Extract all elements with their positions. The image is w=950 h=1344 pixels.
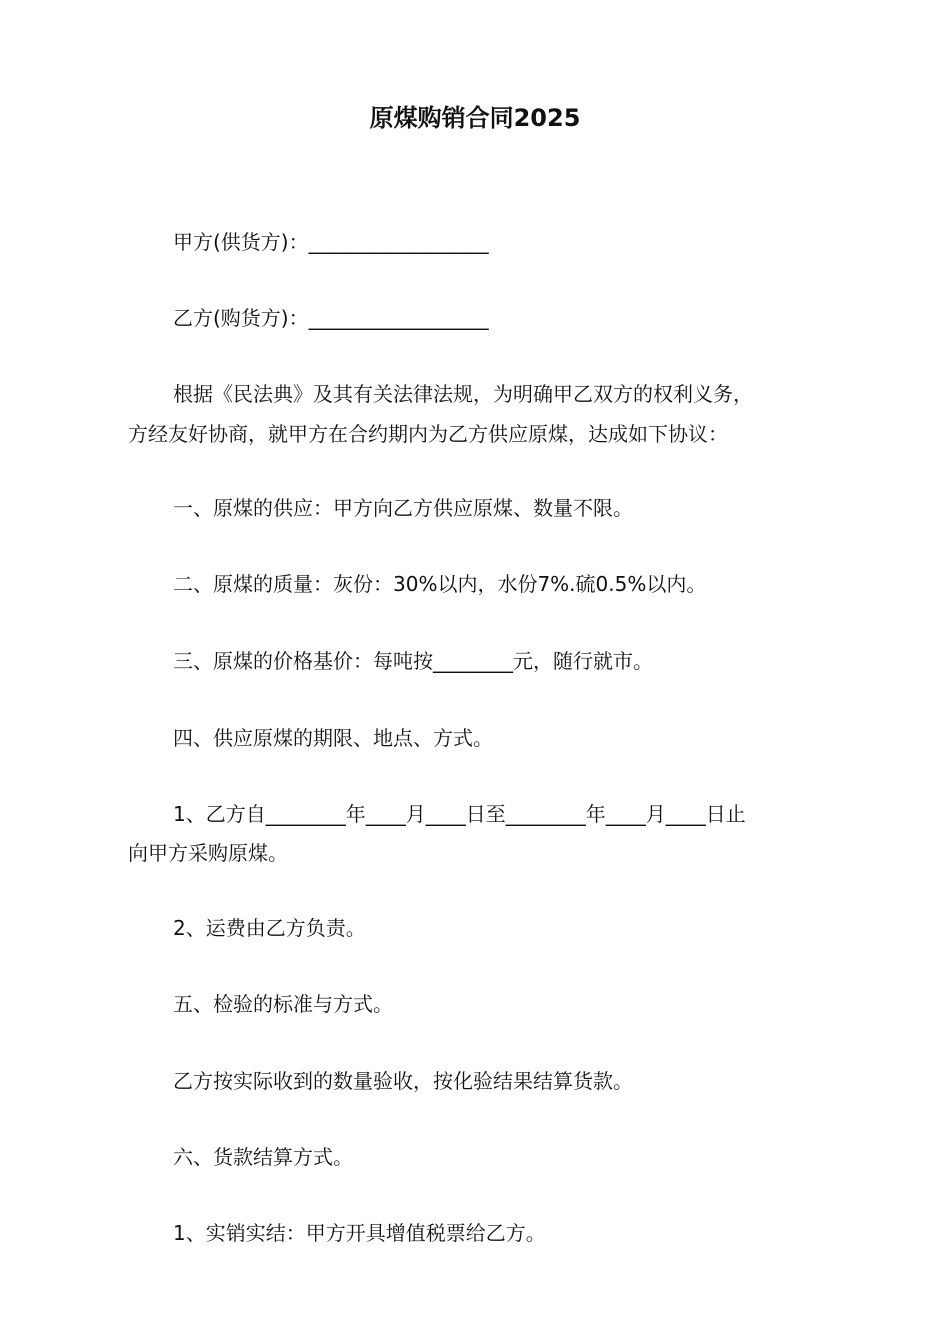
document-title: 原煤购销合同2025 (369, 104, 581, 132)
clause-4-item-1-line1: 1、乙方自________年____月____日至________年____月____日止 (173, 802, 746, 826)
clause-6-item-1: 1、实销实结：甲方开具增值税票给乙方。 (173, 1221, 546, 1245)
clause-6: 六、货款结算方式。 (173, 1145, 353, 1169)
intro-paragraph-line1: 根据《民法典》及其有关法律法规，为明确甲乙双方的权利义务， (173, 382, 753, 406)
intro-paragraph-line2: 方经友好协商，就甲方在合约期内为乙方供应原煤，达成如下协议： (128, 422, 728, 446)
clause-5-text: 乙方按实际收到的数量验收，按化验结果结算货款。 (173, 1069, 633, 1093)
clause-3: 三、原煤的价格基价：每吨按________元，随行就市。 (173, 649, 653, 673)
party-b-line: 乙方(购货方)：__________________ (173, 306, 489, 330)
clause-2: 二、原煤的质量：灰份：30%以内，水份7%.硫0.5%以内。 (173, 572, 707, 596)
party-a-line: 甲方(供货方)：__________________ (173, 230, 489, 254)
clause-4-item-2: 2、运费由乙方负责。 (173, 916, 366, 940)
clause-1: 一、原煤的供应：甲方向乙方供应原煤、数量不限。 (173, 496, 633, 520)
clause-5: 五、检验的标准与方式。 (173, 992, 393, 1016)
clause-4: 四、供应原煤的期限、地点、方式。 (173, 726, 493, 750)
clause-4-item-1-line2: 向甲方采购原煤。 (128, 841, 288, 865)
